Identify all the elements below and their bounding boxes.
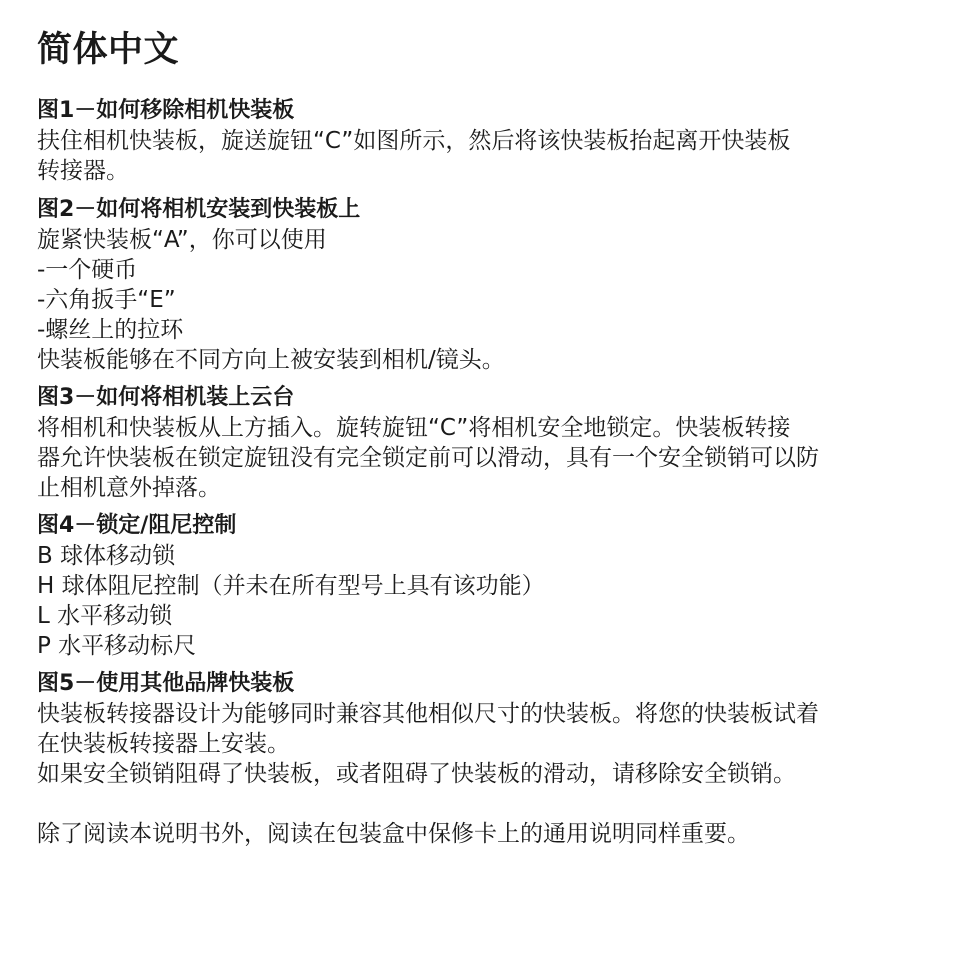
control-legend-item: H 球体阻尼控制（并未在所有型号上具有该功能） <box>37 573 545 599</box>
body-line: 器允许快装板在锁定旋钮没有完全锁定前可以滑动，具有一个安全锁销可以防 <box>37 445 819 471</box>
section-heading: 图3－如何将相机装上云台 <box>37 385 295 410</box>
body-line: 快装板转接器设计为能够同时兼容其他相似尺寸的快装板。将您的快装板试着 <box>37 701 819 727</box>
body-line: 如果安全锁销阻碍了快装板，或者阻碍了快装板的滑动，请移除安全锁销。 <box>37 761 796 787</box>
list-item: -一个硬币 <box>37 257 138 283</box>
control-legend-item: B 球体移动锁 <box>37 543 176 569</box>
section-heading: 图1－如何移除相机快装板 <box>37 98 295 123</box>
section-figure-2 <box>37 195 907 375</box>
document-page <box>37 26 907 849</box>
control-legend-item: P 水平移动标尺 <box>37 633 197 659</box>
body-line: 将相机和快装板从上方插入。旋转旋钮“C”将相机安全地锁定。快装板转接 <box>37 415 791 441</box>
body-line: 旋紧快装板“A”，你可以使用 <box>37 227 327 253</box>
section-heading: 图2－如何将相机安装到快装板上 <box>37 197 361 222</box>
section-figure-5 <box>37 669 907 789</box>
body-line: 在快装板转接器上安装。 <box>37 731 290 757</box>
list-item: -螺丝上的拉环 <box>37 317 184 343</box>
page-title: 简体中文 <box>37 30 180 70</box>
section-heading: 图5－使用其他品牌快装板 <box>37 671 295 696</box>
body-line: 转接器。 <box>37 158 129 184</box>
body-line: 止相机意外掉落。 <box>37 475 221 501</box>
list-item: -六角扳手“E” <box>37 287 176 313</box>
footer-note: 除了阅读本说明书外，阅读在包装盒中保修卡上的通用说明同样重要。 <box>37 821 750 847</box>
section-figure-4 <box>37 511 907 661</box>
control-legend-item: L 水平移动锁 <box>37 603 173 629</box>
body-line: 快装板能够在不同方向上被安装到相机/镜头。 <box>37 347 505 373</box>
section-figure-1 <box>37 96 907 186</box>
body-line: 扶住相机快装板，旋送旋钮“C”如图所示，然后将该快装板抬起离开快装板 <box>37 128 791 154</box>
section-heading: 图4－锁定/阻尼控制 <box>37 513 237 538</box>
section-figure-3 <box>37 383 907 503</box>
